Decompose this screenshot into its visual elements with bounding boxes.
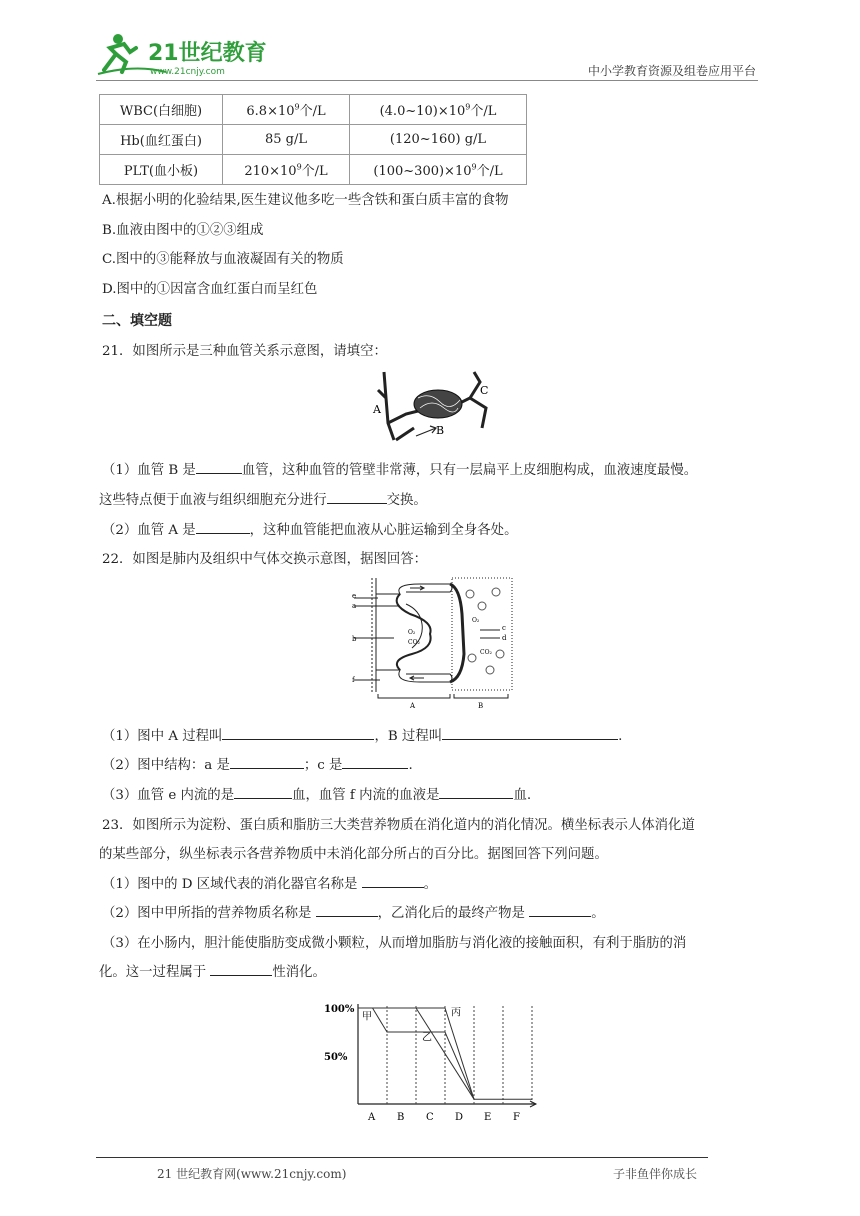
- q22-l3c: 血.: [513, 788, 532, 803]
- reference-cell: $(100\sim 300)\times 10^9$个/L: [350, 155, 527, 185]
- label-co2-tissue: CO₂: [480, 649, 492, 656]
- label-o2-lung: O₂: [408, 629, 416, 636]
- indicator-cell: Hb(血红蛋白): [100, 125, 223, 155]
- q23-stem-2: 的某些部分，纵坐标表示各营养物质中未消化部分所占的百分比。据图回答下列问题。: [99, 847, 608, 862]
- y-tick-label: 50%: [324, 1052, 348, 1063]
- label-c: c: [502, 624, 506, 632]
- x-tick-label: A: [368, 1112, 376, 1123]
- q22-l1c: .: [618, 729, 623, 744]
- answer-blank[interactable]: [196, 460, 242, 474]
- footer-site: 21 世纪教育网(www.21cnjy.com): [157, 1167, 347, 1181]
- platform-name: 中小学教育资源及组卷应用平台: [587, 64, 756, 78]
- x-tick-label: E: [484, 1112, 492, 1123]
- series-label: 丙: [451, 1007, 461, 1019]
- q22-l1a: （1）图中 A 过程叫: [102, 729, 223, 744]
- q21-p1c: 这些特点便于血液与组织细胞充分进行: [99, 493, 327, 508]
- q22-l2a: （2）图中结构：a 是: [102, 758, 230, 773]
- q23-l3a: （3）在小肠内，胆汁能使脂肪变成微小颗粒，从而增加脂肪与消化液的接触面积，有利于脂肪的消: [102, 936, 687, 951]
- table-row: [100, 95, 527, 125]
- answer-blank[interactable]: [234, 785, 292, 799]
- q21-p1b: 血管，这种血管的管壁非常薄，只有一层扁平上皮细胞构成，血液速度最慢。: [241, 463, 698, 478]
- indicator-cell: PLT(血小板): [100, 155, 223, 185]
- footer-divider: [96, 1157, 708, 1158]
- footer-slogan: 子非鱼伴你成长: [613, 1167, 698, 1181]
- answer-blank[interactable]: [439, 785, 513, 799]
- table-row: [100, 125, 527, 155]
- x-tick-label: F: [513, 1112, 520, 1123]
- table-row: [100, 155, 527, 185]
- answer-blank[interactable]: [327, 490, 387, 504]
- q23-l2c: 。: [591, 906, 605, 921]
- option-c: C.图中的③能释放与血液凝固有关的物质: [102, 252, 344, 267]
- answer-blank[interactable]: [222, 726, 374, 740]
- q23-l2b: ，乙消化后的最终产物是: [377, 906, 530, 921]
- series-bing-line: [358, 1008, 474, 1099]
- option-b: B.血液由图中的①②③组成: [102, 223, 264, 238]
- q22-stem: 22．如图是肺内及组织中气体交换示意图，据图回答：: [102, 552, 428, 567]
- answer-blank[interactable]: [362, 874, 424, 888]
- label-f: f: [352, 676, 355, 684]
- answer-blank[interactable]: [230, 755, 304, 769]
- series-yi-line: [358, 1008, 474, 1099]
- reference-cell: $(4.0\sim 10)\times 10^9$个/L: [350, 95, 527, 125]
- y-tick-label: 100%: [324, 1004, 355, 1015]
- series-label: 乙: [422, 1032, 432, 1044]
- label-o2-tissue: O₂: [472, 617, 480, 624]
- header-divider: [96, 80, 758, 81]
- vessel-label-b: B: [436, 424, 445, 437]
- answer-blank[interactable]: [342, 755, 408, 769]
- x-tick-label: C: [426, 1112, 434, 1123]
- q22-l1b: ，B 过程叫: [374, 729, 443, 744]
- q23-l1a: （1）图中的 D 区域代表的消化器官名称是: [102, 877, 362, 892]
- label-b: b: [352, 635, 357, 643]
- reference-cell: (120~160) g/L: [350, 125, 527, 155]
- answer-blank[interactable]: [316, 903, 378, 917]
- vessel-label-c: C: [480, 384, 489, 397]
- q21-stem: 21．如图所示是三种血管关系示意图，请填空：: [102, 344, 387, 359]
- option-a: A.根据小明的化验结果,医生建议他多吃一些含铁和蛋白质丰富的食物: [102, 193, 509, 208]
- answer-blank[interactable]: [210, 962, 272, 976]
- vessel-label-a: A: [373, 403, 381, 416]
- q21-p1d: 交换。: [386, 493, 427, 508]
- label-d: d: [502, 634, 507, 642]
- q23-l1b: 。: [423, 877, 438, 892]
- indicator-cell: WBC(白细胞): [100, 95, 223, 125]
- logo-url: www.21cnjy.com: [150, 67, 225, 77]
- site-logo: [96, 30, 266, 78]
- x-tick-label: B: [397, 1112, 405, 1123]
- q22-l3a: （3）血管 e 内流的是: [102, 788, 235, 803]
- x-tick-label: D: [455, 1112, 464, 1123]
- gas-exchange-diagram: [350, 574, 515, 714]
- result-cell: $210\times 10^9$个/L: [223, 155, 350, 185]
- q23-stem-1: 23．如图所示为淀粉、蛋白质和脂肪三大类营养物质在消化道内的消化情况。横坐标表示人体消化道: [102, 818, 695, 833]
- q23-l3c: 性消化。: [272, 965, 326, 980]
- label-process-a: A: [410, 702, 416, 710]
- vessel-diagram: [370, 368, 500, 448]
- answer-blank[interactable]: [529, 903, 591, 917]
- logo-text: 21世纪教育: [148, 41, 266, 66]
- series-label: 甲: [362, 1011, 372, 1023]
- result-cell: $6.8\times 10^9$个/L: [223, 95, 350, 125]
- answer-blank[interactable]: [442, 726, 618, 740]
- q22-l2b: ；c 是: [303, 758, 343, 773]
- label-a: a: [352, 602, 357, 610]
- q21-p1a: （1）血管 B 是: [102, 463, 196, 478]
- q22-l3b: 血，血管 f 内流的血液是: [292, 788, 440, 803]
- q21-p2b: ，这种血管能把血液从心脏运输到全身各处。: [249, 523, 518, 538]
- label-e: e: [352, 592, 357, 600]
- label-process-b: B: [478, 702, 484, 710]
- q22-l2c: .: [408, 758, 413, 773]
- digestion-chart: [318, 990, 548, 1125]
- q23-l2a: （2）图中甲所指的营养物质名称是: [102, 906, 316, 921]
- label-co2-lung: CO₂: [408, 639, 420, 646]
- option-d: D.图中的①因富含血红蛋白而呈红色: [102, 282, 318, 297]
- section-title: 二、填空题: [102, 313, 172, 329]
- lab-results-table: [99, 94, 527, 185]
- q23-l3b: 化。这一过程属于: [99, 965, 211, 980]
- answer-blank[interactable]: [196, 520, 250, 534]
- q21-p2a: （2）血管 A 是: [102, 523, 196, 538]
- result-cell: 85 g/L: [223, 125, 350, 155]
